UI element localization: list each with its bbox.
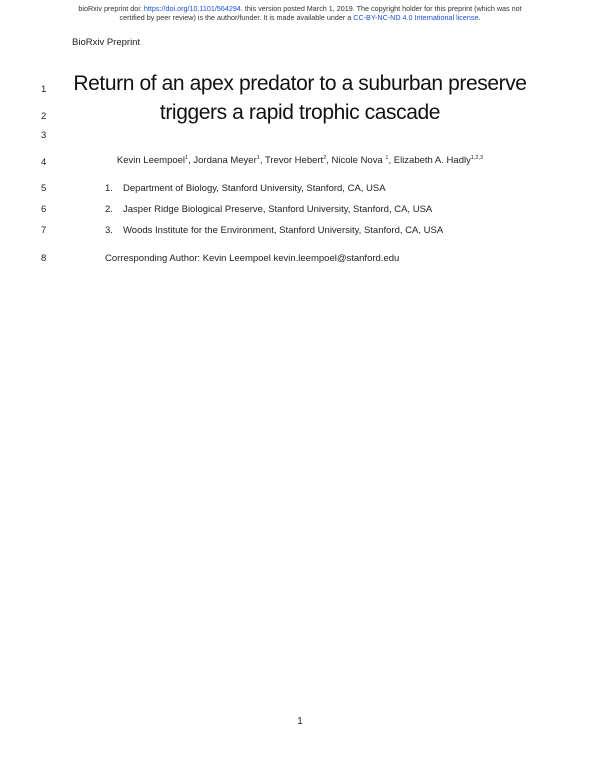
notice-line-2 (0, 13, 600, 22)
corresponding-author: Corresponding Author: Kevin Leempoel kevin.leempoel@stanford.edu (105, 253, 400, 264)
line-number: 5 (41, 183, 47, 194)
author-affiliation-mark: 1 (385, 155, 389, 161)
affiliation-number: 2. (105, 204, 113, 215)
preprint-notice (0, 4, 600, 22)
line-number: 3 (41, 130, 47, 141)
line-number: 7 (41, 225, 47, 236)
affiliation-item (105, 183, 386, 194)
line-number: 6 (41, 204, 47, 215)
affiliation-item (105, 225, 443, 236)
paper-title-line-1: Return of an apex predator to a suburban preserve (73, 72, 527, 95)
affiliation-item (105, 204, 432, 215)
notice-text: bioRxiv preprint doi: (78, 4, 144, 13)
license-link[interactable]: CC-BY-NC-ND 4.0 International license (353, 13, 479, 22)
notice-line-1 (0, 4, 600, 13)
affiliation-text: Department of Biology, Stanford University, Stanford, CA, USA (123, 183, 386, 194)
author-name: Jordana Meyer (193, 155, 257, 167)
affiliation-text: Jasper Ridge Biological Preserve, Stanford University, Stanford, CA, USA (123, 204, 433, 215)
notice-text: . (478, 13, 481, 22)
line-number: 2 (41, 111, 47, 122)
page-number: 1 (297, 716, 303, 727)
author-affiliation-mark: 1 (185, 155, 189, 161)
author-name: Nicole Nova (331, 155, 386, 167)
notice-text: . this version posted March 1, 2019. The copyright holder for this preprint (which was not (240, 4, 522, 13)
author-affiliation-mark: 2 (323, 155, 327, 161)
author-name: Trevor Hebert (264, 155, 324, 167)
author-list (40, 155, 560, 166)
line-number: 1 (41, 84, 47, 95)
author-affiliation-mark: 1 (256, 155, 260, 161)
line-number: 8 (41, 253, 47, 264)
author-name: Elizabeth A. Hadly (393, 155, 471, 167)
doi-link[interactable]: https://doi.org/10.1101/564294 (143, 4, 241, 13)
author (117, 155, 193, 166)
author (394, 155, 483, 166)
notice-text: certified by peer review) is the author/funder. It is made available under a (119, 13, 354, 22)
separator: , (326, 155, 332, 167)
affiliation-text: Woods Institute for the Environment, Stanford University, Stanford, CA, USA (123, 225, 444, 236)
line-number: 4 (41, 157, 47, 168)
affiliation-number: 3. (105, 225, 113, 236)
paper-title-line-2: triggers a rapid trophic cascade (159, 101, 441, 124)
author (193, 155, 265, 166)
author-affiliation-mark: 1,2,3 (470, 155, 484, 161)
author (265, 155, 332, 166)
separator: , (388, 155, 394, 167)
running-label: BioRxiv Preprint (72, 37, 141, 48)
affiliation-number: 1. (105, 183, 113, 194)
separator: , (188, 155, 194, 167)
author-name: Kevin Leempoel (116, 155, 186, 167)
author (332, 155, 394, 166)
separator: , (259, 155, 265, 167)
